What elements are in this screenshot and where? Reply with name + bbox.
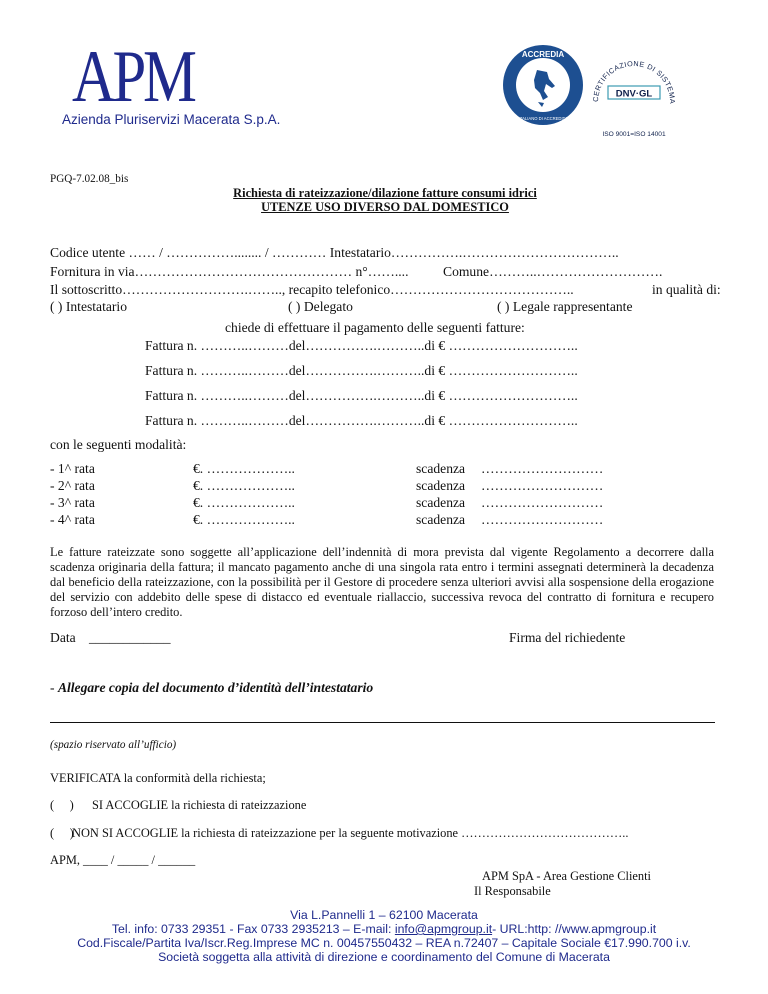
rate-due-label: scadenza (416, 461, 466, 476)
office-reserved-label: (spazio riservato all’ufficio) (50, 739, 177, 751)
rate-due-field[interactable]: ……………………… (481, 512, 604, 527)
rate-label: - 2^ rata (50, 478, 95, 493)
accredia-ring-label: L'ENTE ITALIANO DI ACCREDITAMENTO (503, 116, 583, 121)
footer-control: Società soggetta alla attività di direzione e coordinamento del Comune di Macerata (158, 950, 610, 964)
date-label: Data (50, 630, 76, 645)
capacity-label: in qualità di: (652, 282, 721, 297)
verified-caps: VERIFICATA (50, 771, 121, 785)
rate-due-label: scadenza (416, 512, 466, 527)
office-responsible: Il Responsabile (474, 884, 551, 898)
office-date-field[interactable]: APM, ____ / _____ / ______ (50, 853, 196, 867)
office-department: APM SpA - Area Gestione Clienti (482, 869, 651, 883)
accept-checkbox[interactable]: ( ) (50, 798, 74, 812)
footer-email-link[interactable]: info@apmgroup.it (394, 922, 493, 936)
rate-amount[interactable]: €. ……………….. (193, 478, 295, 493)
verified-line (50, 771, 266, 786)
rate-due-field[interactable]: ……………………… (481, 461, 604, 476)
dnv-seal-icon (586, 48, 682, 144)
accept-line (92, 798, 306, 813)
footer-address: Via L.Pannelli 1 – 62100 Macerata (290, 908, 478, 922)
rate-due-label: scadenza (416, 495, 466, 510)
rate-due-field[interactable]: ……………………… (481, 495, 604, 510)
rate-amount[interactable]: €. ……………….. (193, 461, 295, 476)
attachment-note (50, 680, 373, 696)
rate-label: - 4^ rata (50, 512, 95, 527)
footer-contacts-prefix: Tel. info: 0733 29351 - Fax 0733 2935213 – E-mail: (111, 922, 395, 936)
attachment-prefix: - (50, 680, 58, 695)
accredia-seal-icon (502, 44, 584, 126)
dnv-certification-seal (586, 48, 682, 144)
reject-checkbox[interactable]: ( ) (50, 826, 74, 840)
supply-address-line[interactable]: Fornitura in via………………………………………… n°…….... (50, 264, 409, 279)
apm-logo-letters: APM (72, 36, 194, 118)
invoice-line[interactable]: Fattura n. ………..………del…………….………..di € ……………………….. (145, 413, 578, 428)
rate-due-label: scadenza (416, 478, 466, 493)
document-code: PGQ-7.02.08_bis (50, 173, 129, 185)
invoice-line[interactable]: Fattura n. ………..………del…………….………..di € ……………………….. (145, 338, 578, 353)
option-legal-representative[interactable]: ( ) Legale rappresentante (497, 299, 633, 314)
rate-amount[interactable]: €. ……………….. (193, 495, 295, 510)
invoice-line[interactable]: Fattura n. ………..………del…………….………..di € ……………………….. (145, 363, 578, 378)
modalities-label: con le seguenti modalità: (50, 437, 187, 452)
dnv-brand-label: DNV·GL (615, 88, 653, 100)
apm-logo (62, 36, 282, 130)
accept-text: la richiesta di rateizzazione (168, 798, 307, 812)
rate-label: - 3^ rata (50, 495, 95, 510)
footer-contacts-suffix: - URL:http: //www.apmgroup.it (492, 922, 657, 936)
apm-logo-subtitle: Azienda Pluriservizi Macerata S.p.A. (62, 112, 281, 127)
signature-label: Firma del richiedente (509, 630, 626, 645)
date-field[interactable]: ____________ (89, 630, 171, 645)
footer-fiscal: Cod.Fiscale/Partita Iva/Iscr.Reg.Imprese MC n. 00457550432 – REA n.72407 – Capitale Sociale €17.990.700 i.v. (77, 936, 691, 950)
reject-text: la richiesta di rateizzazione per la seguente motivazione ………………………………….. (178, 826, 629, 840)
accredia-seal (502, 44, 584, 126)
document-subtitle: UTENZE USO DIVERSO DAL DOMESTICO (261, 200, 509, 214)
iso-label: ISO 9001=ISO 14001 (602, 131, 666, 138)
option-holder[interactable]: ( ) Intestatario (50, 299, 127, 314)
invoice-line[interactable]: Fattura n. ………..………del…………….………..di € ……………………….. (145, 388, 578, 403)
rate-amount[interactable]: €. ……………….. (193, 512, 295, 527)
reject-line (72, 826, 628, 841)
late-payment-notice: Le fatture rateizzate sono soggette all’applicazione dell’indennità di mora prevista dal vigente Regolamento a decorrere dalla scadenza originaria della fattura; il mancato pagamento anche di una singola rata entro i termini assegnati determinerà la decadenza dal beneficio della rateizzazione, con la possibilità per il Gestore di procedere senza ulteriori avvisi alla sospensione della erogazione del servizio con addebito delle spese di distacco ed eventuale riallaccio, successiva revoca del contratto di fornitura e recupero forzoso dell’intero credito. (50, 545, 714, 619)
office-section-divider (50, 722, 715, 723)
reject-caps: NON SI ACCOGLIE (72, 826, 179, 840)
applicant-line[interactable]: Il sottoscritto……………………….…….., recapito telefonico………………………………….. (50, 282, 574, 297)
option-delegate[interactable]: ( ) Delegato (288, 299, 353, 314)
cert-ring-label: CERTIFICAZIONE DI SISTEMA (590, 58, 678, 104)
rate-label: - 1^ rata (50, 461, 95, 476)
attachment-text: Allegare copia del documento d’identità dell’intestatario (57, 680, 374, 695)
document-title: Richiesta di rateizzazione/dilazione fatture consumi idrici (233, 186, 537, 200)
municipality-field[interactable]: Comune………..………………………. (443, 264, 663, 279)
accredia-label: ACCREDIA (521, 50, 565, 59)
user-code-line[interactable]: Codice utente …… / ……………........ / ………… Intestatario…………….…………………………….. (50, 245, 619, 260)
footer-contacts (0, 922, 768, 936)
verified-text: la conformità della richiesta; (120, 771, 266, 785)
request-statement: chiede di effettuare il pagamento delle seguenti fatture: (225, 320, 525, 335)
rate-due-field[interactable]: ……………………… (481, 478, 604, 493)
accept-caps: SI ACCOGLIE (92, 798, 169, 812)
